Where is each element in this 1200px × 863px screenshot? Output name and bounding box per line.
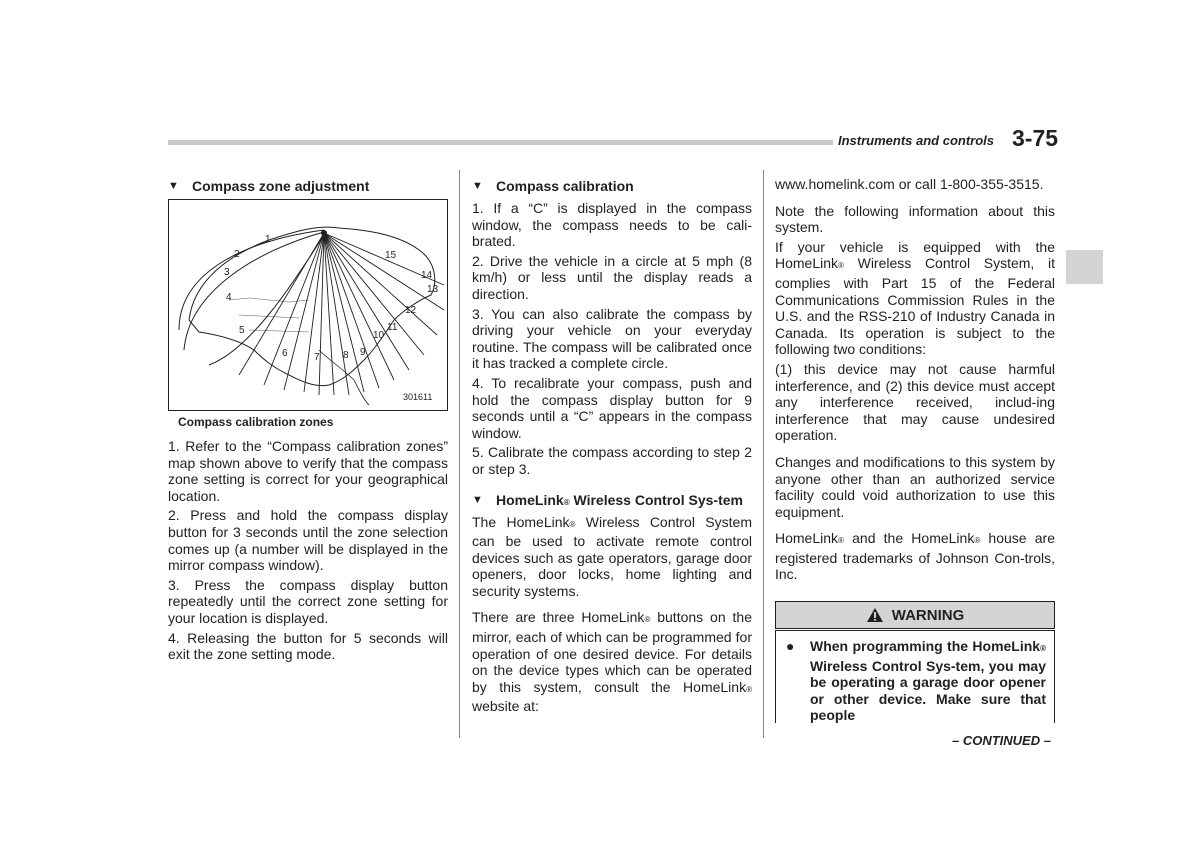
step-2: 2. Press and hold the compass display button for 3 seconds until the zone selection comes up (a number will be displayed in the mirror compass window). <box>168 507 448 574</box>
column-1-steps <box>168 438 448 666</box>
map-illustration <box>169 200 447 410</box>
warning-header <box>775 601 1055 629</box>
zone-label: 15 <box>385 250 397 261</box>
warning-body <box>775 630 1055 723</box>
calibration-step-5: 5. Calibrate the compass according to step 2 or step 3. <box>472 444 752 477</box>
zone-label: 12 <box>405 305 417 316</box>
step-3: 3. Press the compass display button repeatedly until the correct zone setting for your location is displayed. <box>168 576 448 626</box>
warning-text: When programming the HomeLink® Wireless Control Sys-tem, you may be operating a garage door opener or other device. Make sure that people <box>810 638 1046 724</box>
zone-label: 2 <box>234 249 240 260</box>
triangle-icon: ▼ <box>472 493 483 506</box>
zone-label: 3 <box>224 267 230 278</box>
column-divider-2 <box>763 170 764 738</box>
column-2 <box>472 178 752 718</box>
header-rule <box>168 140 833 145</box>
step-1: 1. Refer to the “Compass calibration zones” map shown above to verify that the compass zone setting is correct for your geographical location. <box>168 438 448 504</box>
zone-label: 10 <box>373 330 385 341</box>
warning-title: WARNING <box>891 606 965 624</box>
fcc-compliance: If your vehicle is equipped with the HomeLink® Wireless Control System, it complies with Part 15 of the Federal Communications Commission Rules in the U.S. and the RSS-210 of Industry Canada in Canada. Its operation is subject to the following two conditions: <box>775 238 1055 358</box>
column-divider-1 <box>459 170 460 738</box>
chapter-tab <box>1066 250 1103 284</box>
zone-label: 14 <box>421 270 433 281</box>
zone-label: 8 <box>343 350 349 361</box>
warning-icon <box>866 607 884 623</box>
triangle-icon: ▼ <box>168 180 179 192</box>
heading-compass-zone: ▼ Compass zone adjustment <box>168 178 370 194</box>
zone-label: 9 <box>360 347 366 358</box>
zone-label: 4 <box>226 292 232 303</box>
calibration-step-2: 2. Drive the vehicle in a circle at 5 mph (8 km/h) or less until the display reads a direction. <box>472 252 752 302</box>
calibration-step-3: 3. You can also calibrate the compass by driving your vehicle on your everyday routine. The compass will be calibrated once it has tracked a complete circle. <box>472 305 752 372</box>
figure-code: 301611 <box>403 392 433 402</box>
zone-label: 13 <box>427 284 439 295</box>
column-1 <box>168 178 448 200</box>
triangle-icon: ▼ <box>472 180 483 192</box>
zone-label: 7 <box>314 352 320 363</box>
heading-homelink: ▼ HomeLink® Wireless Control Sys-tem <box>472 492 752 511</box>
zone-label: 6 <box>282 348 288 359</box>
column-3 <box>775 176 1055 586</box>
continued-label: – CONTINUED – <box>952 733 1051 748</box>
changes-text: Changes and modifications to this system by anyone other than an authorized service facility could void authorization to use this equipment. <box>775 453 1055 520</box>
zone-label: 1 <box>265 234 271 245</box>
homelink-intro: The HomeLink® Wireless Control System can be used to activate remote control devices such as gate operators, garage door openers, door locks, home lighting and security systems. <box>472 513 752 599</box>
compass-zone-map <box>168 199 448 411</box>
homelink-buttons-info: There are three HomeLink® buttons on the mirror, each of which can be programmed for operation of one desired device. For details on the device types which can be operated by this system, consult the HomeLink® website at: <box>472 609 752 715</box>
zone-label: 11 <box>387 322 398 333</box>
trademark-text: HomeLink® and the HomeLink® house are registered trademarks of Johnson Con-trols, Inc. <box>775 530 1055 583</box>
note-text: Note the following information about this system. <box>775 202 1055 236</box>
bullet-icon: ● <box>786 638 795 654</box>
calibration-step-4: 4. To recalibrate your compass, push and hold the compass display button for 9 seconds until a “C” appears in the compass window. <box>472 374 752 441</box>
section-title: Instruments and controls <box>838 133 995 148</box>
step-4: 4. Releasing the button for 5 seconds will exit the zone setting mode. <box>168 629 448 663</box>
figure-caption: Compass calibration zones <box>178 415 334 429</box>
homelink-url: www.homelink.com or call 1-800-355-3515. <box>775 176 1044 192</box>
conditions-text: (1) this device may not cause harmful interference, and (2) this device must accept any interference received, includ-ing interference that may cause undesired operation. <box>775 360 1055 444</box>
zone-label: 5 <box>239 325 245 336</box>
calibration-step-1: 1. If a “C” is displayed in the compass window, the compass needs to be cali-brated. <box>472 200 752 250</box>
page-number: 3-75 <box>1012 125 1059 151</box>
heading-compass-calibration: ▼ Compass calibration <box>472 178 634 194</box>
